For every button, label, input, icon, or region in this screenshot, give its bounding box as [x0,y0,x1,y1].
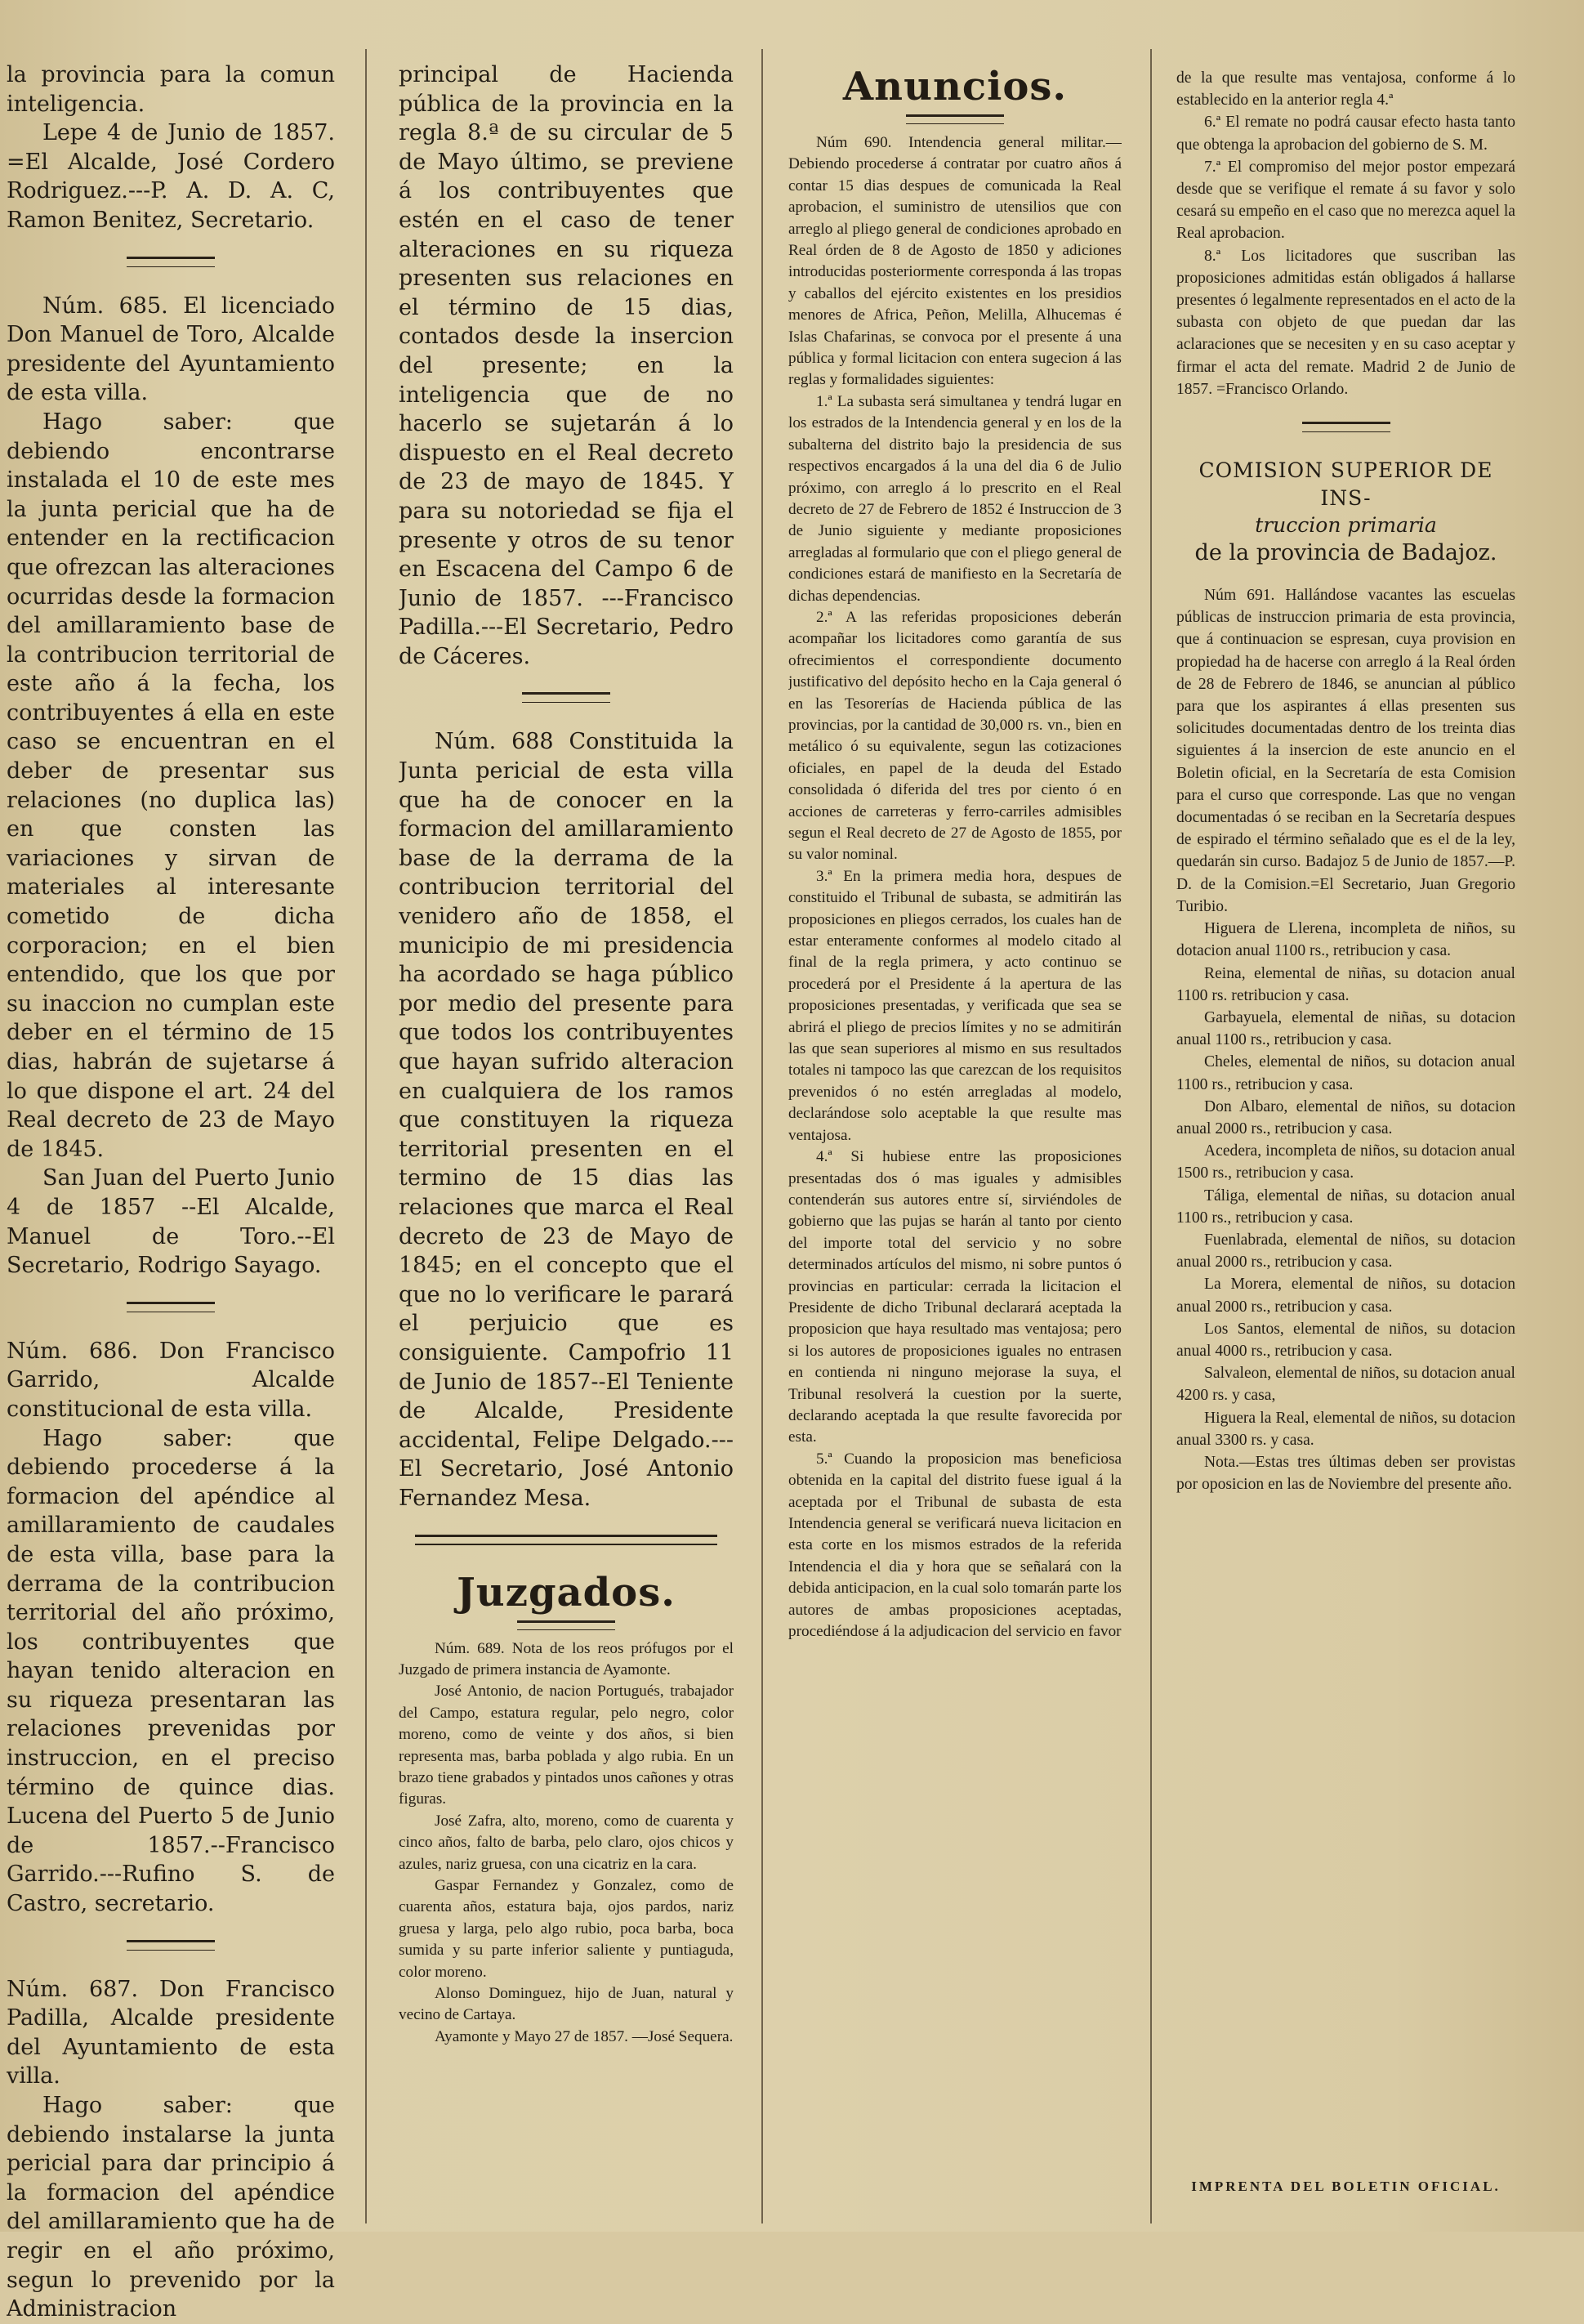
school-note: Nota.—Estas tres últimas deben ser provistas por oposicion en las de Noviembre del presente año. [1176,1453,1515,1494]
comision-heading-line-3: de la provincia de Badajoz. [1194,540,1497,566]
comision-heading-line-2: truccion primaria [1255,513,1437,538]
heading-rule [906,114,1004,124]
fugitive-3: Gaspar Fernandez y Gonzalez, como de cuarenta años, estatura baja, ojos pardos, nariz gruesa y larga, pelo algo rubio, poca barba, boca sumida y su parte inferior saliente y puntiaguda, color moreno. [399,1876,734,1981]
school-11: Salvaleon, elemental de niños, su dotacion anual 4200 rs. y casa, [1176,1365,1515,1405]
school-8: Fuenlabrada, elemental de niños, su dotacion anual 2000 rs., retribucion y casa. [1176,1231,1515,1271]
col1-continuation: la provincia para la comun inteligencia. [7,62,335,117]
fugitive-2: José Zafra, alto, moreno, como de cuarenta y cinco años, falto de barba, pelo claro, ojos chicos y azules, nariz gruesa, con una cicatriz en la cara. [399,1812,734,1873]
notice-687-continuation: principal de Hacienda pública de la provincia en la regla 8.ª de su circular de 5 de Mayo último, se previene á los contribuyentes que estén en el caso de tener alteraciones en su riqueza presenten sus relaciones en el término de 15 dias, contados desde la insercion del presente; en la inteligencia que de no hacerlo se sujetarán á lo dispuesto en el Real decreto de 23 de mayo de 1845. Y para su notoriedad se fija el presente y otros de su tenor en Escacena del Campo 6 de Junio de 1857. ---Francisco Padilla.---El Secretario, Pedro de Cáceres. [399,62,734,669]
notice-688: Núm. 688 Constituida la Junta pericial de esta villa que ha de conocer en la formacion del amillaramiento base de la derrama de la contribucion territorial del venidero año de 1858, el municipio de mi presidencia ha acordado se haga público por medio del presente para que todos los contribuyentes que hayan sufrido alteracion en cualquiera de los ramos que constituyen la riqueza territorial presenten en el termino de 15 dias las relaciones que marca el Real decreto de 23 de Mayo de 1845; en el concepto que el que no lo verificare le parará el perjuicio que es consiguiente. Campofrio 11 de Junio de 1857--El Teniente de Alcalde, Presidente accidental, Felipe Delgado.---El Secretario, José Antonio Fernandez Mesa. [399,729,734,1511]
column-1 [7,60,335,2324]
rule-5-continuation: de la que resulte mas ventajosa, conforme á lo establecido en la anterior regla 4.ª [1176,69,1515,109]
school-9: La Morera, elemental de niños, su dotacion anual 2000 rs., retribucion y casa. [1176,1276,1515,1316]
school-7: Táliga, elemental de niñas, su dotacion anual 1100 rs., retribucion y casa. [1176,1187,1515,1227]
notice-686-title: Núm. 686. Don Francisco Garrido, Alcalde constitucional de esta villa. [7,1338,335,1422]
notice-687-body: Hago saber: que debiendo instalarse la junta pericial para dar principio á la formacion del apéndice del amillaramiento que ha de regir en el año próximo, segun lo prevenido por la Administracion [7,2093,335,2322]
school-10: Los Santos, elemental de niños, su dotacion anual 4000 rs., retribucion y casa. [1176,1320,1515,1360]
notice-685-title: Núm. 685. El licenciado Don Manuel de Toro, Alcalde presidente del Ayuntamiento de esta villa. [7,293,335,406]
section-divider [399,1535,734,1545]
col1-signature: Lepe 4 de Junio de 1857. =El Alcalde, José Cordero Rodriguez.---P. A. D. A. C, Ramon Benitez, Secretario. [7,120,335,233]
rule-3: 3.ª En la primera media hora, despues de constituido el Tribunal de subasta, se admitirán las proposiciones en pliegos cerrados, los cuales han de estar enteramente conformes al modelo citado al final de la regla primera, y acto continuo se procederá por el Presidente á la apertura de las proposiciones presentadas, y verificada que sea se abrirá el pliego de precios límites y no se admitirán las que sean superiores al mismo en sus resultados totales ni tampoco las que carezcan de los requisitos prevenidos ó no estén arregladas al modelo, declarándose solo aceptable la que resulte mas ventajosa. [788,867,1122,1144]
rule-2: 2.ª A las referidas proposiciones deberán acompañar los licitadores como garantía de sus ofrecimientos el correspondiente documento justificativo del depósito hecho en la Caja general ó en las Tesorerías de Hacienda pública de las provincias, por la cantidad de 30,000 rs. vn., bien en metálico ó su equivalente, segun las cotizaciones oficiales, en papel de la deuda del Estado consolidada ó diferida del tres por ciento ó en acciones de carreteras y ferro-carriles admisibles segun el Real decreto de 27 de Agosto de 1855, por su valor nominal. [788,608,1122,864]
school-2: Reina, elemental de niñas, su dotacion anual 1100 rs. retribucion y casa. [1176,964,1515,1004]
rule-8: 8.ª Los licitadores que suscriban las proposiciones admitidas están obligados á hallarse presentes ó legalmente representados en el acto de la subasta con objeto de que puedan dar las aclaraciones que se necesiten y en su caso aceptar y firmar el acta del remate. Madrid 2 de Junio de 1857. =Francisco Orlando. [1176,247,1515,398]
school-6: Acedera, incompleta de niños, su dotacion anual 1500 rs., retribucion y casa. [1176,1142,1515,1182]
rule-5: 5.ª Cuando la proposicion mas beneficiosa obtenida en la capital del distrito fuese igual á la aceptada por el Tribunal de subasta de esta Intendencia general se verificará nueva licitacion en esta corte en los mismos estrados de la referida Intendencia el dia y hora que se señalará con la debida anticipacion, en la cual solo tomarán parte los autores de ambas proposiciones aceptadas, procediéndose á la adjudicacion del servicio en favor [788,1450,1122,1641]
school-1: Higuera de Llerena, incompleta de niños, su dotacion anual 1100 rs., retribucion y casa. [1176,920,1515,960]
notice-685-body: Hago saber: que debiendo encontrarse instalada el 10 de este mes la junta pericial que ha de entender en la rectificacion que ofrezcan las alteraciones ocurridas desde la formacion del amillaramiento base de la contribucion territorial de este año á la fecha, los contribuyentes á ella en este caso se encuentran en el deber de presentar sus relaciones (no duplica las) en que consten las variaciones y sirvan de materiales al interesante cometido de dicha corporacion; en el bien entendido, que los que por su inaccion no cumplan este deber en el término de 15 dias, habrán de sujetarse á lo que dispone el art. 24 del Real decreto de 23 de Mayo de 1845. [7,409,335,1162]
school-5: Don Albaro, elemental de niños, su dotacion anual 2000 rs., retribucion y casa. [1176,1097,1515,1137]
rule-7: 7.ª El compromiso del mejor postor empezará desde que se verifique el remate á su favor y solo cesará su empeño en el caso que no merezca aquel la Real aprobacion. [1176,158,1515,243]
divider [7,1940,335,1951]
school-3: Garbayuela, elemental de niñas, su dotacion anual 1100 rs., retribucion y casa. [1176,1008,1515,1049]
school-4: Cheles, elemental de niños, su dotacion anual 1100 rs., retribucion y casa. [1176,1053,1515,1093]
printer-imprint: IMPRENTA DEL BOLETIN OFICIAL. [1191,2179,1501,2194]
comision-heading [1176,457,1515,568]
notice-690-intro: Núm 690. Intendencia general militar.—Debiendo procederse á contratar por cuatro años á contar 15 dias despues de comunicada la Real aprobacion, el suministro de utensilios que con arreglo al pliego general de condiciones aprobado en Real órden de 8 de Agosto de 1850 y adiciones introducidas posteriormente corresponda á las tropas y caballos del ejército existentes en los presidios menores de Africa, Peñon, Melilla, Alhucemas é Islas Chafarinas, se convoca por el presente á una pública y formal licitacion con entera sugecion á las reglas y formalidades siguientes: [788,134,1122,389]
notice-685-signature: San Juan del Puerto Junio 4 de 1857 --El Alcalde, Manuel de Toro.--El Secretario, Rodrigo Sayago. [7,1165,335,1279]
section-heading-anuncios: Anuncios. [842,67,1068,109]
divider [399,692,734,703]
notice-689-signature: Ayamonte y Mayo 27 de 1857. —José Sequera. [435,2027,734,2045]
column-rule-3 [1150,49,1152,2223]
notice-686-body: Hago saber: que debiendo procederse á la formacion del apéndice al amillaramiento de caudales de esta villa, base para la derrama de la contribucion territorial del año próximo, los contribuyentes que hayan tenido alteracion en su riqueza presentaran las relaciones prevenidas por instruccion, en el preciso término de quince dias. Lucena del Puerto 5 de Junio de 1857.--Francisco Garrido.---Rufino S. de Castro, secretario. [7,1425,335,1917]
column-2 [399,60,734,2048]
divider [7,257,335,267]
column-rule-1 [365,49,367,2223]
notice-689-title: Núm. 689. Nota de los reos prófugos por el Juzgado de primera instancia de Ayamonte. [399,1639,734,1678]
divider [1176,422,1515,432]
column-rule-2 [761,49,763,2223]
notice-691: Núm 691. Hallándose vacantes las escuelas públicas de instruccion primaria de esta provincia, que á continuacion se espresan, cuya provision en propiedad ha de hacerse con arreglo á la Real órden de 28 de Febrero de 1846, se anuncian al público para que los aspirantes á ellas presenten sus solicitudes documentadas dentro de los treinta dias siguientes á la insercion de este anuncio en el Boletin oficial, en la Secretaría de esta Comision para el curso que corresponde. Las que no vengan documentadas ó se reciban en la Secretaría despues de espirado el término señalado que es el de la ley, quedarán sin curso. Badajoz 5 de Junio de 1857.—P. D. de la Comision.=El Secretario, Juan Gregorio Turibio. [1176,587,1515,915]
rule-1: 1.ª La subasta será simultanea y tendrá lugar en los estrados de la Intendencia general y en los de la subalterna del distrito bajo la presidencia de sus respectivos encargados á la una del dia 6 de Julio próximo, con arreglo á lo prescrito en el Real decreto de 27 de Febrero de 1852 é Instruccion de 3 de Junio siguiente y mediante proposiciones arregladas al formulario que con el pliego general de condiciones estará de manifiesto en la Secretaría de dichas dependencias. [788,392,1122,605]
school-12: Higuera la Real, elemental de niños, su dotacion anual 3300 rs. y casa. [1176,1409,1515,1449]
divider [7,1302,335,1312]
section-heading-juzgados: Juzgados. [457,1569,676,1616]
rule-6: 6.ª El remate no podrá causar efecto hasta tanto que obtenga la aprobacion del gobierno de S. M. [1176,114,1515,154]
heading-rule [517,1620,615,1630]
rule-4: 4.ª Si hubiese entre las proposiciones presentadas dos ó mas iguales y admisibles contenderán sus autores entre sí, sirviéndoles de gobierno que las pujas se harán al tanto por ciento del importe total del servicio y no sobre determinados artículos del mismo, ni sobre puntos ó provincias en particular: cerrada la licitacion el Presidente de dicho Tribunal declarará aceptada la proposicion que haya resultado mas ventajosa; pero si los autores de proposiciones iguales no entrasen en contienda ni ninguno mejorase la suya, el Tribunal resolverá la cuestion por la suerte, declarando aceptada la que resulte favorecida por esta. [788,1148,1122,1446]
notice-687-title: Núm. 687. Don Francisco Padilla, Alcalde presidente del Ayuntamiento de esta villa. [7,1976,335,2089]
column-4 [1176,67,1515,1495]
fugitive-1: José Antonio, de nacion Portugués, trabajador del Campo, estatura regular, pelo negro, color moreno, como de veinte y dos años, si bien representa mas, barba poblada y algo rubia. En un brazo tiene grabados y pintados unos cañones y otras figuras. [399,1683,734,1808]
fugitive-4: Alonso Dominguez, hijo de Juan, natural y vecino de Cartaya. [399,1985,734,2024]
column-3 [788,67,1122,1642]
comision-heading-line-1: COMISION SUPERIOR DE INS- [1198,458,1493,511]
